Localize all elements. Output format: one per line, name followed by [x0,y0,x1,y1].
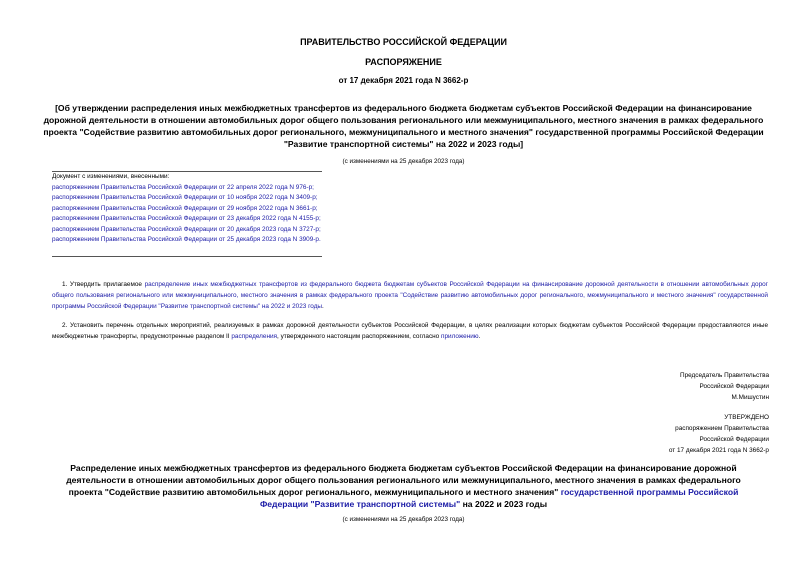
approved-by: распоряжением Правительства [675,425,769,432]
appendix-link[interactable]: приложению [441,333,479,340]
approved-org: Российской Федерации [699,436,769,443]
approved-block [669,412,769,456]
change-link[interactable]: распоряжением Правительства Российской Федерации от 22 апреля 2022 года N 976-р; [52,183,314,191]
paragraph-1-suffix: . [322,303,324,310]
paragraph-1-prefix: 1. Утвердить прилагаемое [62,281,145,288]
change-link[interactable]: распоряжением Правительства Российской Федерации от 20 декабря 2023 года N 3727-р; [52,225,321,233]
government-heading: ПРАВИТЕЛЬСТВО РОССИЙСКОЙ ФЕДЕРАЦИИ [300,37,507,47]
approved-date: от 17 декабря 2021 года N 3662-р [668,447,769,454]
change-link[interactable]: распоряжением Правительства Российской Федерации от 29 ноября 2022 года N 3661-р; [52,204,318,212]
change-link[interactable]: распоряжением Правительства Российской Федерации от 10 ноября 2022 года N 3409-р; [52,194,318,201]
changes-list [52,172,332,246]
signature-org: Российской Федерации [699,383,769,390]
paragraph-2-end: . [478,333,481,340]
edition-note: (с изменениями на 25 декабря 2023 года) [342,158,465,165]
paragraph-2 [52,320,768,342]
signature-position: Председатель Правительства [680,372,769,379]
document-title: [Об утверждении распределения иных межбюджетных трансфертов из федерального бюджета бюджетам субъектов Российской Федерации на финансирование дорожной деятельности в отношении автомобильных дорог общего пользования регионального или межмуниципального, местного значения в рамках федерального проекта "Содействие развитию автомобильных дорог регионального, межмуниципального и местного значения" государственной программы Российской Федерации "Развитие транспортной системы" на 2022 и 2023 годы] [43,103,764,149]
annex-title-text: Распределение иных межбюджетных трансфертов из федерального бюджета бюджетам субъектов Российской Федерации на финансирование дорожной деятельности в отношении автомобильных дорог общего пользования регионального или межмуниципального, местного значения в рамках федерального проекта "Содействие развитию автомобильных дорог регионального, межмуниципального и местного значения" [66,463,741,497]
document-date-number: от 17 декабря 2021 года N 3662-р [338,76,469,85]
paragraph-2-text: 2. Установить перечень отдельных мероприятий, реализуемых в рамках дорожной деятельности субъектов Российской Федерации, в целях реализации которых бюджетам субъектов Российской Федерации предоставляются иные межбюджетные трансферты, предусмотренные разделом II [52,322,768,340]
paragraph-2-mid: , утвержденного настоящим распоряжением, согласно [277,333,442,340]
paragraph-1 [52,279,768,312]
approved-label: УТВЕРЖДЕНО [724,414,769,421]
change-link[interactable]: распоряжением Правительства Российской Федерации от 25 декабря 2023 года N 3909-р. [52,236,321,243]
state-program-link[interactable]: государственной программы Российской Федерации "Развитие транспортной системы" [259,487,739,509]
annex-title-end: на 2022 и 2023 годы [460,499,548,509]
annex-title [50,462,757,510]
document-type: РАСПОРЯЖЕНИЕ [365,57,442,67]
distribution-link[interactable]: распределение иных межбюджетных трансфертов из федерального бюджета бюджетам субъектов Российской Федерации на финансирование дорожной деятельности в отношении автомобильных дорог общего пользования регионального или межмуниципального, местного значения в рамках федерального проекта "Содействие развитию автомобильных дорог регионального, межмуниципального и местного значения" государственной программы Российской Федерации "Развитие транспортной системы" на 2022 и 2023 годы [52,281,769,310]
divider-bottom [52,256,322,257]
change-link[interactable]: распоряжением Правительства Российской Федерации от 23 декабря 2022 года N 4155-р; [52,215,321,222]
signature-block [680,370,769,403]
changes-intro: Документ с изменениями, внесенными: [52,173,170,180]
distribution-section-link[interactable]: распределения [231,333,278,340]
signature-name: М.Мишустин [731,394,769,401]
annex-edition-note: (с изменениями на 25 декабря 2023 года) [342,516,465,523]
